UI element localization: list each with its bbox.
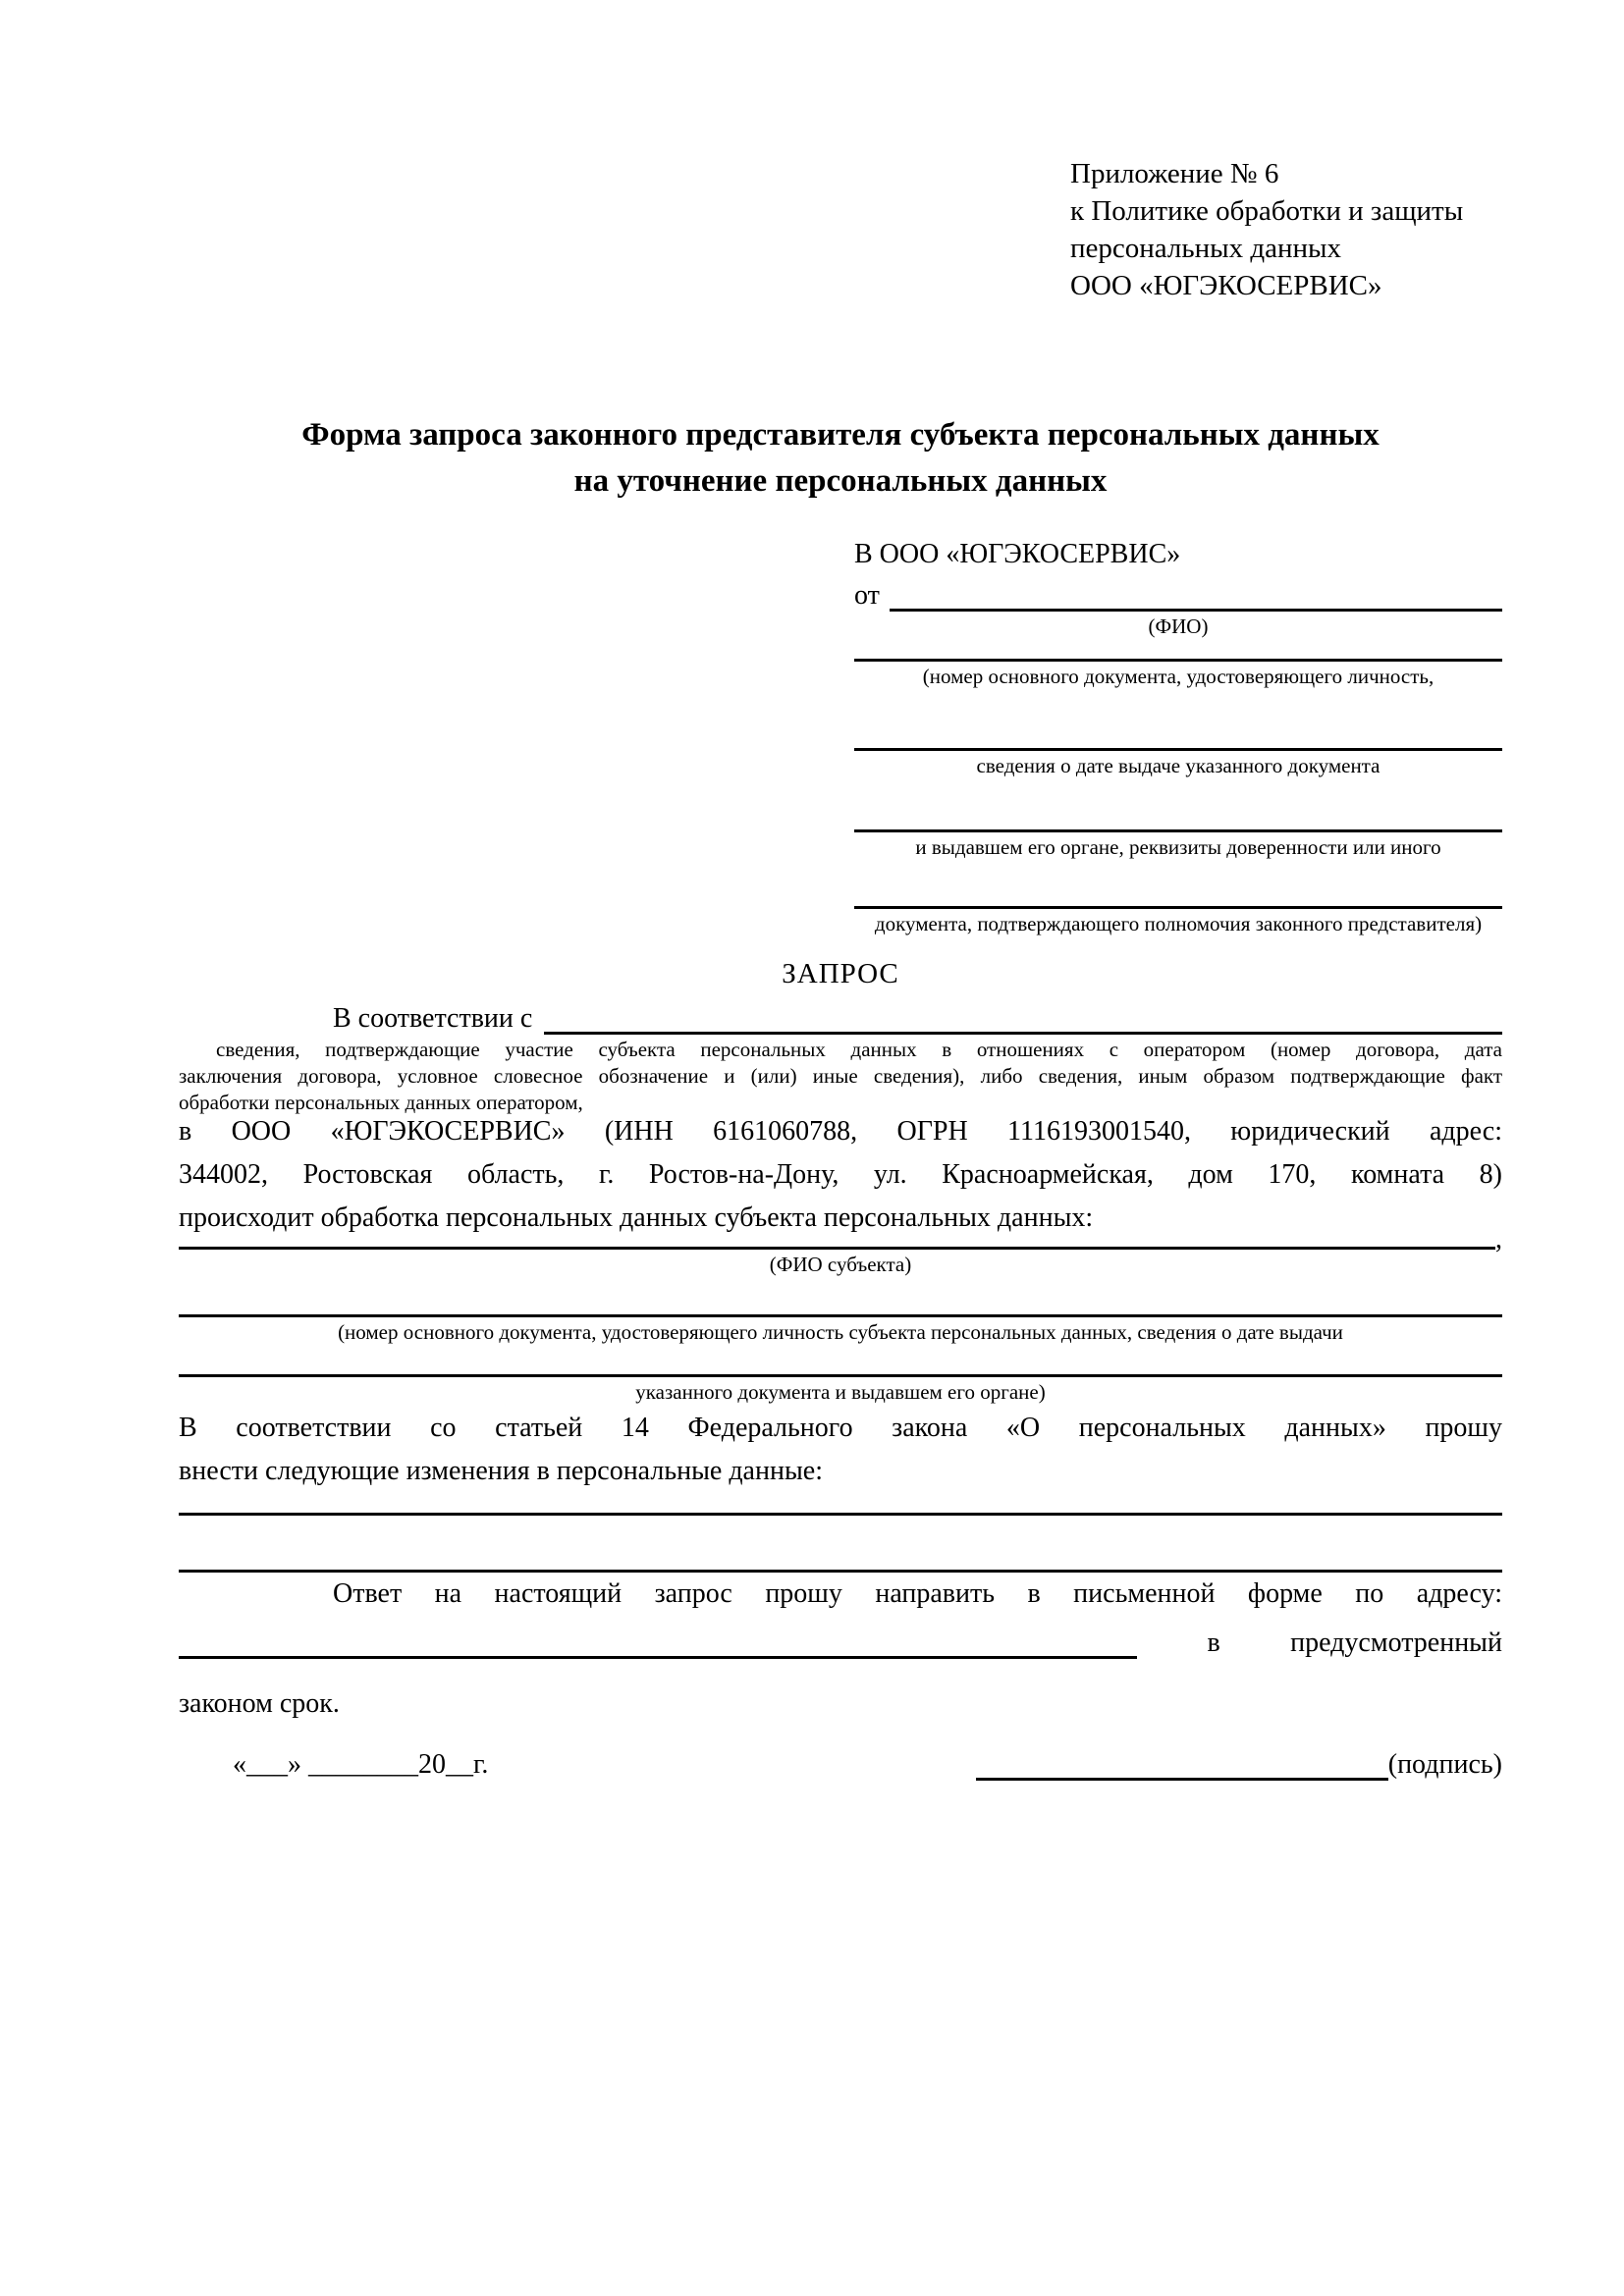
- operator-paragraph: [179, 1110, 1502, 1240]
- document-number-fill-line: [854, 641, 1502, 662]
- legal-note-line: заключения договора, условное словесное обозначение и (или) иные сведения), либо сведения, иным образом подтверждающие факт: [179, 1064, 1502, 1088]
- form-title-line-2: на уточнение персональных данных: [573, 463, 1108, 499]
- operator-paragraph-line: 344002, Ростовская область, г. Ростов-на-Дону, ул. Красноармейская, дом 170, комната 8): [179, 1159, 1502, 1190]
- form-title: [179, 412, 1502, 505]
- date-signature-row: [179, 1741, 1502, 1781]
- appendix-header: [1070, 155, 1502, 304]
- reply-address-row: [179, 1616, 1502, 1659]
- legal-note-line: сведения, подтверждающие участие субъекта персональных данных в отношениях с оператором (номер договора, дата: [216, 1038, 1502, 1061]
- legal-note: [179, 1037, 1502, 1116]
- operator-paragraph-line: в ООО «ЮГЭКОСЕРВИС» (ИНН 6161060788, ОГРН 1116193001540, юридический адрес:: [179, 1116, 1502, 1147]
- reply-address-fill-line: [179, 1656, 1137, 1659]
- fio-caption: (ФИО): [1148, 614, 1209, 638]
- date-line: «___» ________20__г.: [233, 1749, 489, 1780]
- reply-word-v: в: [1207, 1628, 1220, 1658]
- reply-paragraph-end: законом срок.: [179, 1688, 340, 1719]
- appendix-header-line: персональных данных: [1070, 233, 1342, 264]
- issuing-authority-caption: и выдавшем его органе, реквизиты доверенности или иного: [915, 835, 1441, 859]
- signature-fill-line: [976, 1741, 1388, 1781]
- accordance-fill-line: [544, 1032, 1502, 1035]
- from-label: от: [854, 580, 880, 611]
- reply-paragraph-line: Ответ на настоящий запрос прошу направить в письменной форме по адресу:: [333, 1578, 1502, 1609]
- issuing-authority-fill-line: [854, 780, 1502, 832]
- from-row: [854, 576, 1502, 612]
- document-number-caption: (номер основного документа, удостоверяющего личность,: [922, 665, 1435, 688]
- signature-caption: (подпись): [1387, 1749, 1502, 1780]
- appendix-header-line: к Политике обработки и защиты: [1070, 195, 1464, 227]
- subject-document-fill-line-2: [179, 1347, 1502, 1377]
- subject-document-fill-line-1: [179, 1279, 1502, 1317]
- reply-word-predusmotrennyj: предусмотренный: [1290, 1628, 1502, 1658]
- representative-authority-caption: документа, подтверждающего полномочия законного представителя): [874, 912, 1483, 935]
- article-paragraph-line: внести следующие изменения в персональные данные:: [179, 1456, 823, 1486]
- subject-document-caption-1: (номер основного документа, удостоверяющего личность субъекта персональных данных, сведения о дате выдачи: [338, 1320, 1343, 1344]
- request-heading: ЗАПРОС: [782, 958, 899, 989]
- changes-fill-line-2: [179, 1516, 1502, 1573]
- accordance-row: [179, 995, 1502, 1035]
- subject-fio-row: [179, 1224, 1502, 1255]
- subject-fio-comma: ,: [1495, 1224, 1502, 1255]
- legal-note-line: обработки персональных данных оператором,: [179, 1091, 583, 1114]
- article-paragraph-line: В соответствии со статьей 14 Федерального закона «О персональных данных» прошу: [179, 1413, 1502, 1443]
- subject-document-caption-2: указанного документа и выдавшем его органе): [635, 1380, 1046, 1404]
- issue-date-caption: сведения о дате выдаче указанного документа: [976, 754, 1380, 777]
- representative-authority-fill-line: [854, 862, 1502, 909]
- issue-date-fill-line: [854, 691, 1502, 751]
- appendix-header-line: Приложение № 6: [1070, 158, 1279, 189]
- form-title-line-1: Форма запроса законного представителя субъекта персональных данных: [301, 417, 1380, 453]
- appendix-header-line: ООО «ЮГЭКОСЕРВИС»: [1070, 270, 1382, 301]
- article-paragraph: [179, 1407, 1502, 1493]
- operator-paragraph-line: происходит обработка персональных данных субъекта персональных данных:: [179, 1202, 1094, 1233]
- accordance-label: В соответствии с: [333, 1003, 533, 1034]
- addressee-block: [854, 533, 1502, 938]
- changes-fill-line-1: [179, 1493, 1502, 1516]
- subject-fio-caption: (ФИО субъекта): [769, 1253, 912, 1276]
- addressee-to: В ООО «ЮГЭКОСЕРВИС»: [854, 539, 1181, 569]
